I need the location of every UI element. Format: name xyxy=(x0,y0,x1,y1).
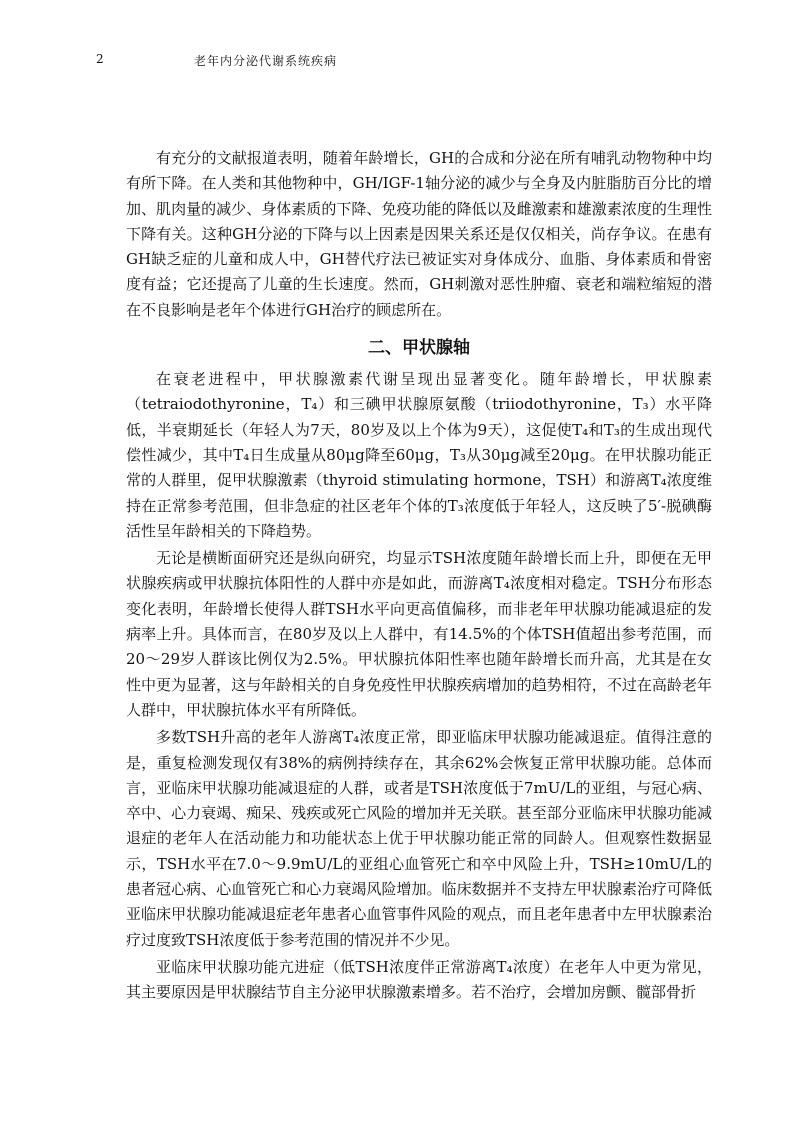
paragraph-gh: 有充分的文献报道表明，随着年龄增长，GH的合成和分泌在所有哺乳动物物种中均有所下降。在人类和其他物种中，GH/IGF-1轴分泌的减少与全身及内脏脂肪百分比的增加、肌肉量的减少、身体素质的下降、免疫功能的降低以及雌激素和雄激素浓度的生理性下降有关。这种GH分泌的下降与以上因素是因果关系还是仅仅相关，尚存争议。在患有GH缺乏症的儿童和成人中，GH替代疗法已被证实对身体成分、血脂、身体素质和骨密度有益；它还提高了儿童的生长速度。然而，GH刺激对恶性肿瘤、衰老和端粒缩短的潜在不良影响是老年个体进行GH治疗的顾虑所在。 xyxy=(126,149,712,319)
paragraph-thyroid-1: 在衰老进程中，甲状腺激素代谢呈现出显著变化。随年龄增长，甲状腺素（tetraiodothyronine，T₄）和三碘甲状腺原氨酸（triiodothyronine，T₃）水平降低，半衰期延长（年轻人为7天，80岁及以上个体为9天），这促使T₄和T₃的生成出现代偿性减少，其中T₄日生成量从80μg降至60μg，T₃从30μg减至20μg。在甲状腺功能正常的人群里，促甲状腺激素（thyroid stimulating hormone，TSH）和游离T₄浓度维持在正常参考范围，但非急症的社区老年个体的T₃浓度低于年轻人，这反映了5′-脱碘酶活性呈年龄相关的下降趋势。 xyxy=(126,370,712,540)
running-title: 老年内分泌代谢系统疾病 xyxy=(194,54,338,68)
page-header xyxy=(96,52,704,72)
page-number: 2 xyxy=(96,52,104,66)
section-title: 二、甲状腺轴 xyxy=(368,338,470,359)
page-body xyxy=(126,146,712,1008)
paragraph-thyroid-2: 无论是横断面研究还是纵向研究，均显示TSH浓度随年龄增长而上升，即便在无甲状腺疾病或甲状腺抗体阳性的人群中亦是如此，而游离T₄浓度相对稳定。TSH分布形态变化表明，年龄增长使得人群TSH水平向更高值偏移，而非老年甲状腺功能减退症的发病率上升。具体而言，在80岁及以上人群中，有14.5%的个体TSH值超出参考范围，而20～29岁人群该比例仅为2.5%。甲状腺抗体阳性率也随年龄增长而升高，尤其是在女性中更为显著，这与年龄相关的自身免疫性甲状腺疾病增加的趋势相符，不过在高龄老年人群中，甲状腺抗体水平有所降低。 xyxy=(126,549,712,719)
paragraph-thyroid-4: 亚临床甲状腺功能亢进症（低TSH浓度伴正常游离T₄浓度）在老年人中更为常见，其主要原因是甲状腺结节自主分泌甲状腺激素增多。若不治疗，会增加房颤、髋部骨折 xyxy=(126,957,712,1002)
paragraph-thyroid-3: 多数TSH升高的老年人游离T₄浓度正常，即亚临床甲状腺功能减退症。值得注意的是，重复检测发现仅有38%的病例持续存在，其余62%会恢复正常甲状腺功能。总体而言，亚临床甲状腺功能减退症的人群，或者是TSH浓度低于7mU/L的亚组，与冠心病、卒中、心力衰竭、痴呆、残疾或死亡风险的增加并无关联。甚至部分亚临床甲状腺功能减退症的老年人在活动能力和功能状态上优于甲状腺功能正常的同龄人。但观察性数据显示，TSH水平在7.0～9.9mU/L的亚组心血管死亡和卒中风险上升，TSH≥10mU/L的患者冠心病、心血管死亡和心力衰竭风险增加。临床数据并不支持左甲状腺素治疗可降低亚临床甲状腺功能减退症老年患者心血管事件风险的观点，而且老年患者中左甲状腺素治疗过度致TSH浓度低于参考范围的情况并不少见。 xyxy=(126,728,712,949)
